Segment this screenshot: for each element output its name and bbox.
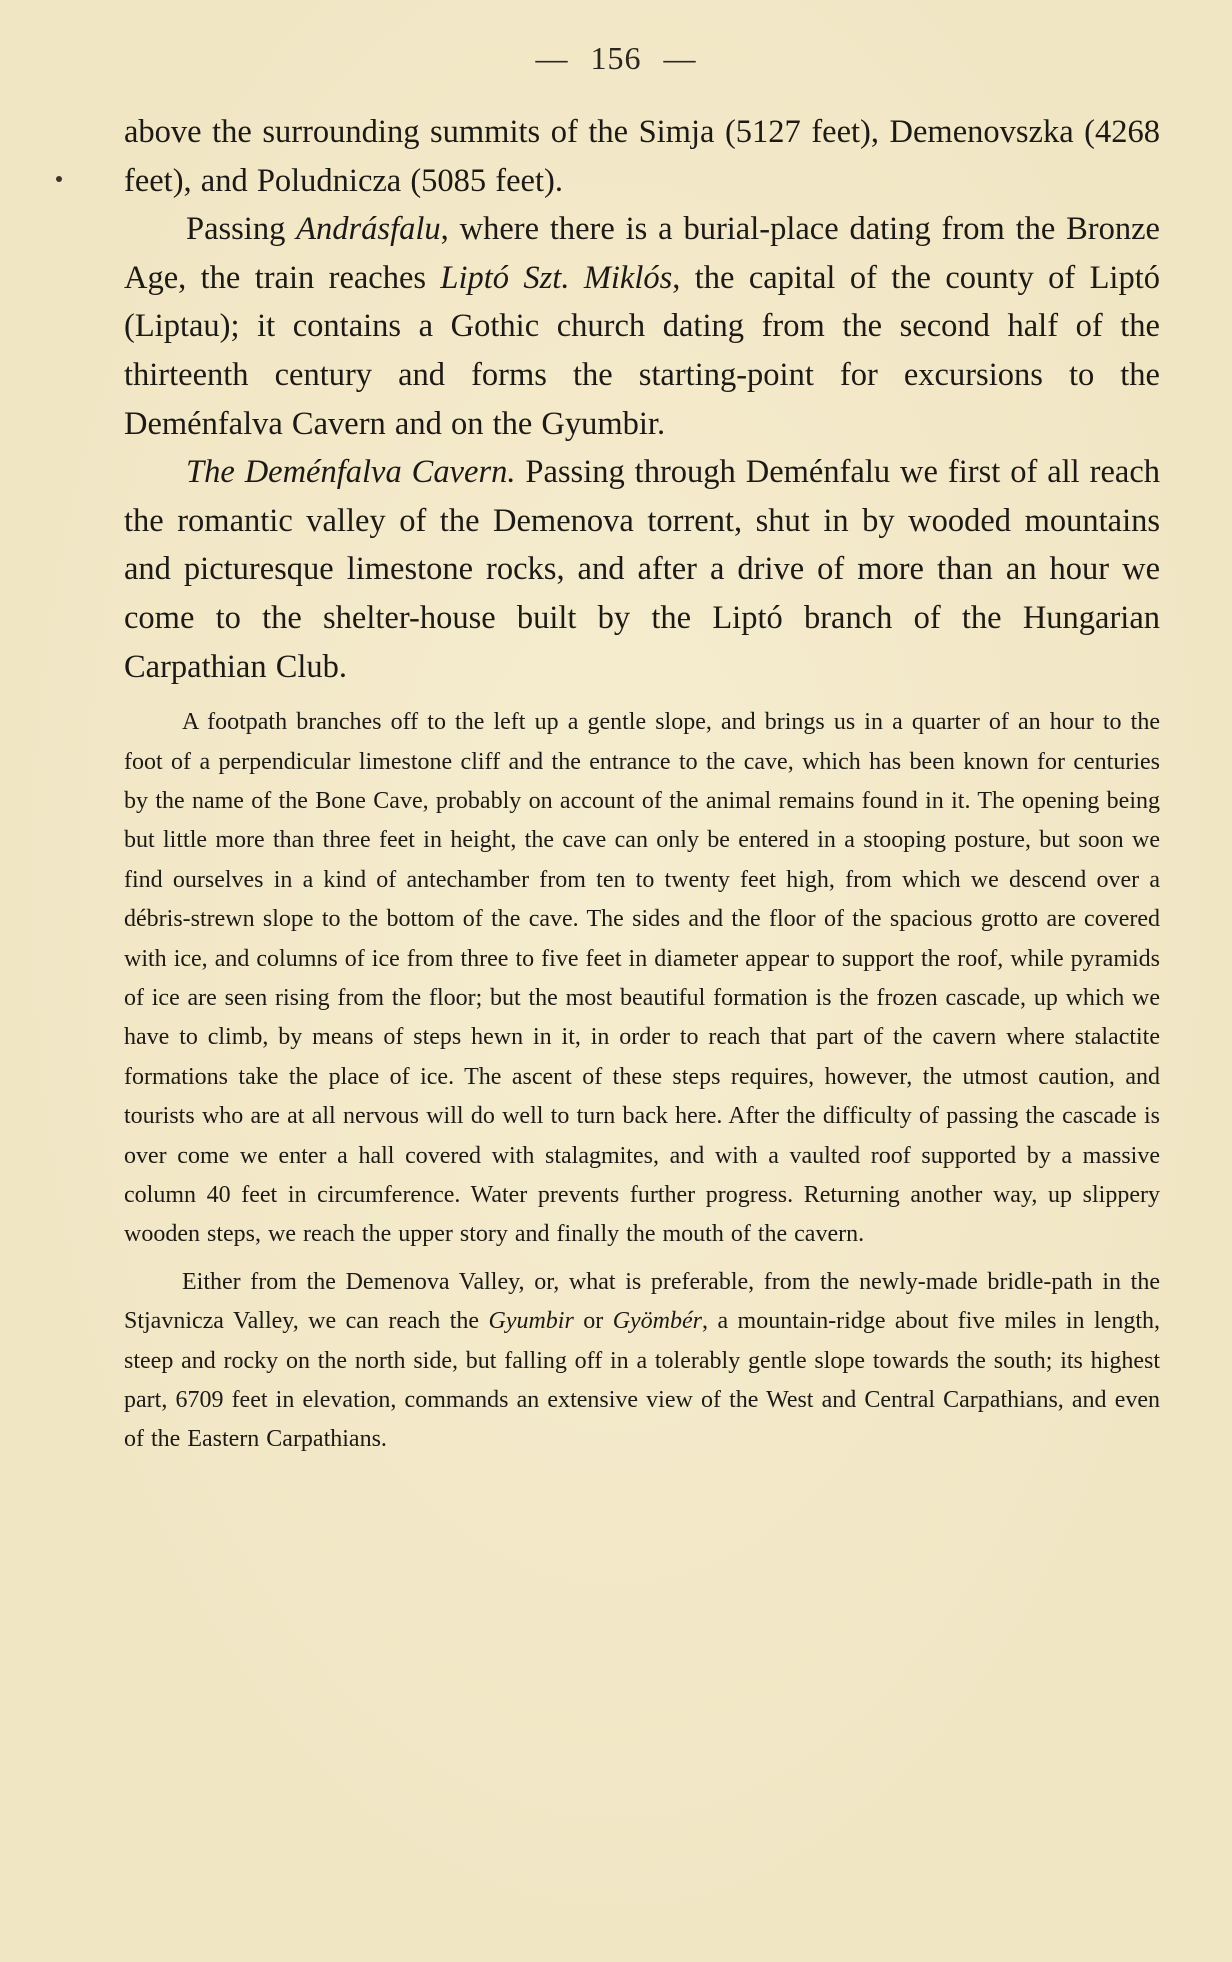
paragraph-cave-description: A footpath branches off to the left up a gentle slope, and brings us in a quarter of an hour to the foot of a perpendicular limestone cliff and the entrance to the cave, which has been known for centuries by the name of the Bone Cave, probably on account of the animal remains found in it. The opening being but little more than three feet in height, the cave can only be entered in a stooping posture, but soon we find ourselves in a kind of antechamber from ten to twenty feet high, from which we descend over a débris-strewn slope to the bottom of the cave. The sides and the floor of the spacious grotto are covered with ice, and columns of ice from three to five feet in diameter appear to support the roof, while pyramids of ice are seen rising from the floor; but the most beautiful formation is the frozen cascade, up which we have to climb, by means of steps hewn in it, in order to reach that part of the cavern where stalactite formations take the place of ice. The ascent of these steps requires, however, the utmost caution, and tourists who are at all nervous will do well to turn back here. After the difficulty of passing the cascade is over come we enter a hall covered with stalagmites, and with a vaulted roof supported by a massive column 40 feet in circumference. Water prevents further progress. Returning another way, up slippery wooden steps, we reach the upper story and finally the mouth of the cavern.	[124, 709, 1160, 1248]
page-header	[0, 40, 1232, 77]
section-heading-demenfalva-cavern: The Deménfalva Cavern.	[186, 454, 516, 491]
paragraph-continuation: above the surrounding summits of the Simja (5127 feet), Demenovszka (4268 feet), and Poludnicza (5085 feet).	[124, 114, 1160, 199]
header-dash-right: —	[663, 40, 697, 76]
place-name-andrasfalu: Andrásfalu	[296, 211, 441, 248]
paragraph-gyumbir	[124, 1263, 1160, 1460]
text-run: , a mountain-ridge about five miles in length, steep and rocky on the north side, but falling off in a tolerably gentle slope towards the south; its highest part, 6709 feet in elevation, commands an extensive view of the West and Central Carpathians, and even of the Eastern Carpathians.	[124, 1308, 1160, 1453]
header-dash-left: —	[535, 40, 569, 76]
text-run: or	[573, 1308, 613, 1335]
page-number: 156	[590, 40, 642, 76]
place-name-gyomber: Gyömbér	[612, 1308, 702, 1335]
body-text	[124, 108, 1160, 1460]
text-run: Passing	[186, 211, 297, 248]
place-name-gyumbir: Gyumbir	[488, 1308, 574, 1335]
text-run: , the capital of the county of Liptó (Liptau); it contains a Gothic church dating from the second half of the thirteenth century and forms the starting-point for excursions to the Deménfalva Cavern and on the Gyumbir.	[124, 259, 1160, 442]
text-run: , where there is a burial-place dating from the Bronze Age, the train reaches	[124, 211, 1160, 296]
margin-dot-mark	[56, 176, 62, 182]
paragraph-demenfalva-cavern	[124, 448, 1160, 691]
small-type-section	[124, 703, 1160, 1460]
text-run: Either from the Demenova Valley, or, what is preferable, from the newly-made bridle-path in the Stjavnicza Valley, we can reach the	[124, 1268, 1160, 1335]
large-type-section	[124, 108, 1160, 691]
paragraph-andrasfalu	[124, 205, 1160, 448]
place-name-lipto-szt-miklos: Liptó Szt. Miklós	[440, 259, 673, 296]
text-run: Passing through Deménfalu we first of all reach the romantic valley of the Demenova torrent, shut in by wooded mountains and picturesque limestone rocks, and after a drive of more than an hour we come to the shelter-house built by the Liptó branch of the Hungarian Carpathian Club.	[124, 454, 1160, 685]
